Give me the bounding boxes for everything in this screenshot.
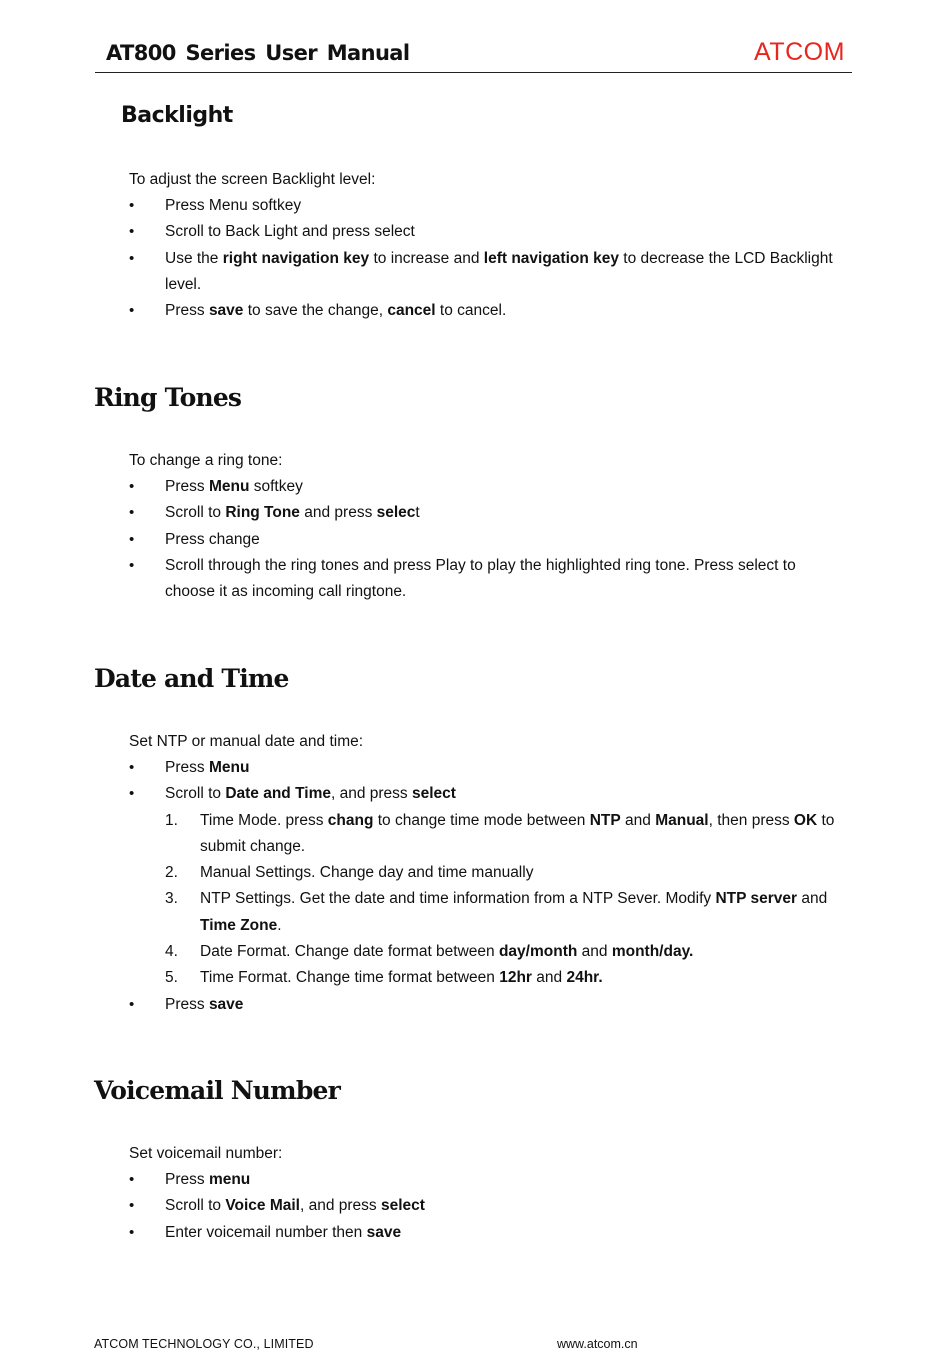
ring-tones-intro: To change a ring tone: bbox=[129, 452, 283, 469]
list-item: • Scroll through the ring tones and press Play to play the highlighted ring tone. Press select to choose it as incoming call ringtone. bbox=[129, 553, 849, 606]
list-item: • Scroll to Ring Tone and press select bbox=[129, 500, 849, 526]
header-divider bbox=[95, 72, 852, 73]
atcom-logo: ATCOM bbox=[754, 38, 845, 66]
list-item: • Scroll to Date and Time, and press select 1. Time Mode. press chang to change time mode between NTP and Manual, then press OK to submit change. 2. Manual Settings. Change day and time manually 3. NTP Settings. Get the date and time information from a NTP Sever. Modify NTP server and Time Zone. 4. Date Format. Change date format between day/month and month/day. 5. Time Format. Change time format between 12hr and 24hr. bbox=[129, 781, 849, 991]
manual-title: AT800 Series User Manual bbox=[106, 41, 410, 65]
list-item: • Use the right navigation key to increase and left navigation key to decrease the LCD Backlight level. bbox=[129, 246, 849, 299]
footer-website: www.atcom.cn bbox=[557, 1337, 638, 1351]
list-item: • Press Menu bbox=[129, 755, 849, 781]
backlight-heading: Backlight bbox=[121, 103, 233, 128]
list-item: • Press save bbox=[129, 992, 849, 1018]
list-item: • Press save to save the change, cancel to cancel. bbox=[129, 298, 849, 324]
date-time-steps bbox=[129, 755, 849, 1018]
voicemail-heading: Voicemail Number bbox=[94, 1076, 340, 1105]
list-item: • Scroll to Back Light and press select bbox=[129, 219, 849, 245]
list-item: • Press menu bbox=[129, 1167, 849, 1193]
list-item: • Scroll to Voice Mail, and press select bbox=[129, 1193, 849, 1219]
list-item: • Enter voicemail number then save bbox=[129, 1220, 849, 1246]
list-item: • Press Menu softkey bbox=[129, 474, 849, 500]
list-item: • Press change bbox=[129, 527, 849, 553]
footer-company: ATCOM TECHNOLOGY CO., LIMITED bbox=[94, 1337, 314, 1351]
voicemail-intro: Set voicemail number: bbox=[129, 1145, 283, 1162]
backlight-steps bbox=[129, 193, 849, 324]
numbered-item: 1. Time Mode. press chang to change time mode between NTP and Manual, then press OK to submit change. bbox=[165, 811, 835, 855]
numbered-item: 4. Date Format. Change date format between day/month and month/day. bbox=[165, 943, 694, 961]
date-time-heading: Date and Time bbox=[94, 664, 289, 693]
numbered-item: 2. Manual Settings. Change day and time manually bbox=[165, 864, 534, 882]
numbered-item: 3. NTP Settings. Get the date and time information from a NTP Sever. Modify NTP server and Time Zone. bbox=[165, 890, 828, 934]
backlight-intro: To adjust the screen Backlight level: bbox=[129, 171, 376, 188]
numbered-item: 5. Time Format. Change time format between 12hr and 24hr. bbox=[165, 969, 603, 987]
voicemail-steps bbox=[129, 1167, 849, 1246]
ring-tones-heading: Ring Tones bbox=[94, 383, 242, 412]
date-time-intro: Set NTP or manual date and time: bbox=[129, 733, 364, 750]
date-time-options bbox=[165, 808, 845, 992]
ring-tones-steps bbox=[129, 474, 849, 605]
list-item: • Press Menu softkey bbox=[129, 193, 849, 219]
